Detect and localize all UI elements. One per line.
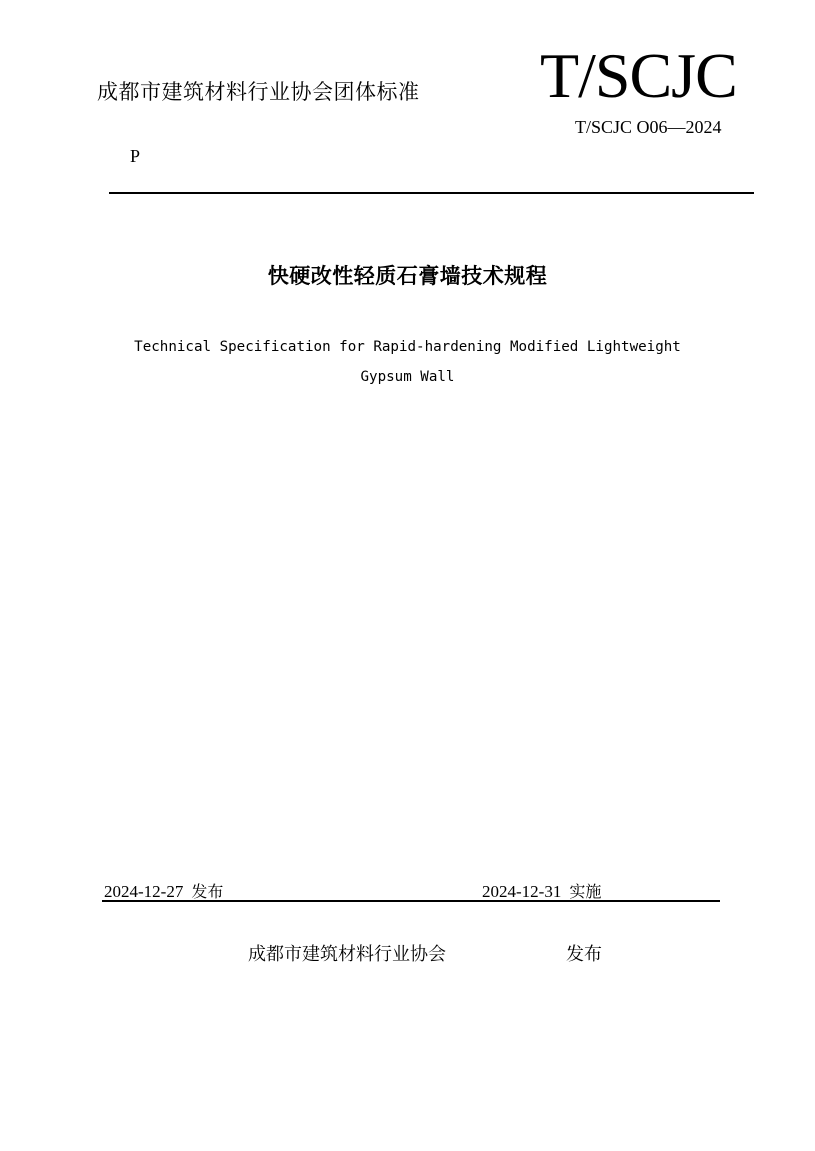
document-title-en [0, 332, 815, 392]
category-code: P [130, 146, 141, 166]
header-divider [109, 192, 754, 194]
standard-mark: T/SCJC [540, 40, 737, 111]
implementation-date-block [482, 879, 601, 902]
footer-divider [102, 900, 720, 902]
document-title-zh: 快硬改性轻质石膏墙技术规程 [267, 264, 548, 288]
issue-date-block [104, 879, 223, 902]
publisher-action: 发布 [566, 944, 602, 965]
title-en-line-1: Technical Specification for Rapid-hardening Modified Lightweight [134, 339, 681, 355]
title-en-line-2: Gypsum Wall [360, 369, 455, 385]
implementation-date: 2024-12-31 [482, 882, 562, 901]
implementation-label: 实施 [569, 882, 602, 901]
standard-number: T/SCJC O06—2024 [575, 117, 722, 137]
issue-date: 2024-12-27 [104, 882, 184, 901]
issue-label: 发布 [191, 882, 224, 901]
publisher: 成都市建筑材料行业协会 [248, 944, 446, 965]
org-standard-header: 成都市建筑材料行业协会团体标准 [97, 80, 420, 104]
